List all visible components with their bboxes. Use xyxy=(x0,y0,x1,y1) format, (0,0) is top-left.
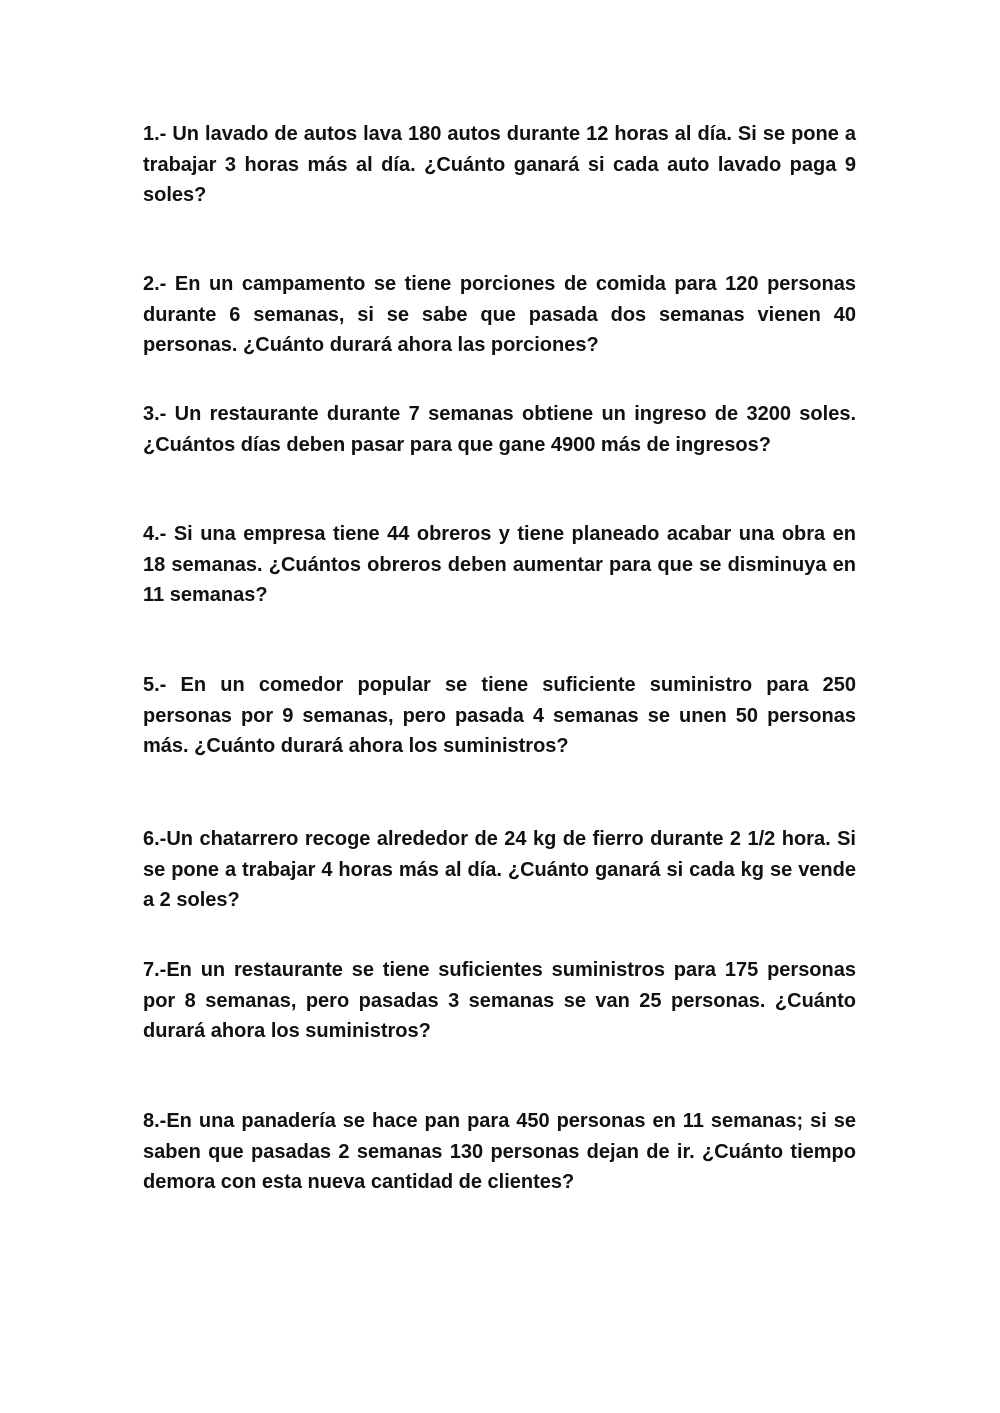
problem-8: 8.-En una panadería se hace pan para 450 personas en 11 semanas; si se saben que pasadas 2 semanas 130 personas dejan de ir. ¿Cuánto tiempo demora con esta nueva cantidad de clientes? xyxy=(143,1110,856,1193)
problem-5: 5.- En un comedor popular se tiene suficiente suministro para 250 personas por 9 semanas, pero pasada 4 semanas se unen 50 personas más. ¿Cuánto durará ahora los suministros? xyxy=(143,674,856,757)
problem-6: 6.-Un chatarrero recoge alrededor de 24 kg de fierro durante 2 1/2 hora. Si se pone a trabajar 4 horas más al día. ¿Cuánto ganará si cada kg se vende a 2 soles? xyxy=(143,828,856,911)
problem-7: 7.-En un restaurante se tiene suficientes suministros para 175 personas por 8 semanas, pero pasadas 3 semanas se van 25 personas. ¿Cuánto durará ahora los suministros? xyxy=(143,959,856,1042)
problem-4: 4.- Si una empresa tiene 44 obreros y tiene planeado acabar una obra en 18 semanas. ¿Cuántos obreros deben aumentar para que se disminuya en 11 semanas? xyxy=(143,523,856,606)
problem-2: 2.- En un campamento se tiene porciones de comida para 120 personas durante 6 semanas, si se sabe que pasada dos semanas vienen 40 personas. ¿Cuánto durará ahora las porciones? xyxy=(143,273,856,356)
problem-3: 3.- Un restaurante durante 7 semanas obtiene un ingreso de 3200 soles. ¿Cuántos días deben pasar para que gane 4900 más de ingresos? xyxy=(143,403,856,456)
problem-1: 1.- Un lavado de autos lava 180 autos durante 12 horas al día. Si se pone a trabajar 3 horas más al día. ¿Cuánto ganará si cada auto lavado paga 9 soles? xyxy=(143,123,856,206)
